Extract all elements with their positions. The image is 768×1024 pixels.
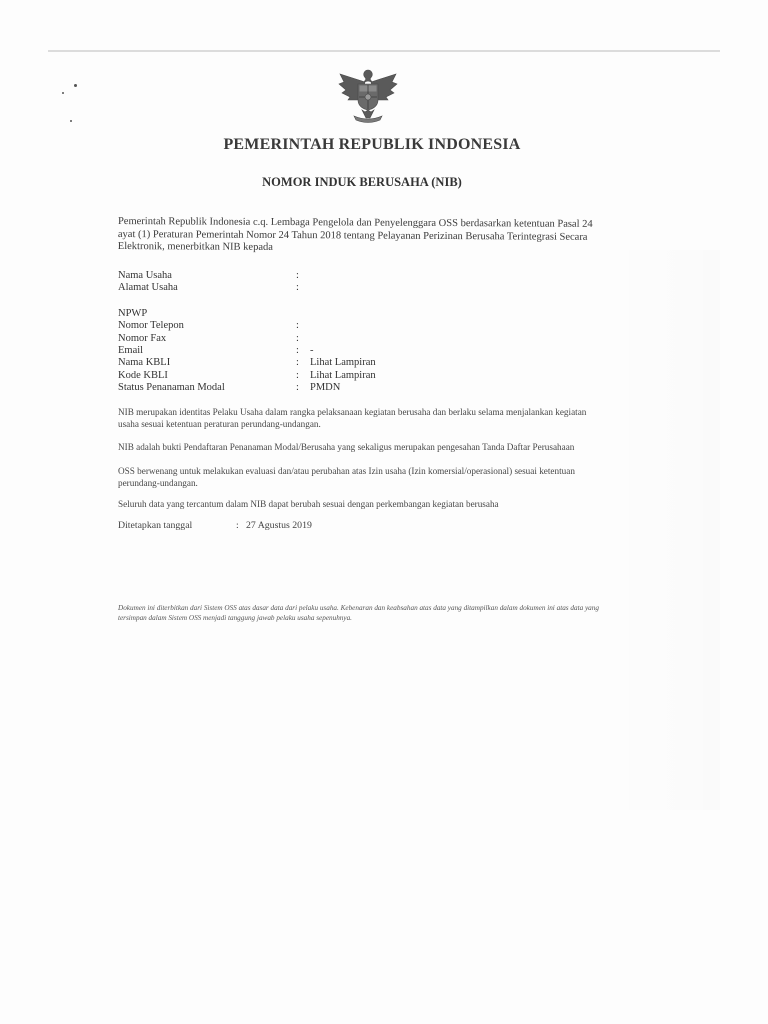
scan-speck: [70, 120, 72, 122]
field-colon: :: [296, 382, 299, 394]
field-value: [310, 270, 538, 282]
field-row-npwp: [118, 308, 538, 320]
document-title: NOMOR INDUK BERUSAHA (NIB): [262, 175, 462, 189]
scan-shade: [610, 250, 720, 810]
government-title: PEMERINTAH REPUBLIK INDONESIA: [223, 136, 521, 153]
field-value: [310, 320, 538, 332]
field-value: [310, 333, 538, 345]
field-value: -: [310, 344, 314, 356]
field-row-nomor-fax: [118, 333, 538, 345]
field-row-nama-usaha: [118, 270, 538, 282]
field-colon: :: [296, 344, 299, 356]
field-value: [310, 308, 538, 320]
scan-speck: [74, 84, 77, 87]
nib-identity-paragraph: NIB merupakan identitas Pelaku Usaha dalam rangka pelaksanaan kegiatan berusaha dan berlaku selama menjalankan kegiatan usaha sesuai ketentuan peraturan perundang-undangan.: [118, 407, 587, 429]
field-label: Nama KBLI: [118, 357, 171, 369]
scan-speck: [62, 92, 64, 94]
field-row-status-penanaman-modal: [118, 382, 538, 394]
nib-registration-paragraph: NIB adalah bukti Pendaftaran Penanaman Modal/Berusaha yang sekaligus merupakan pengesahan Tanda Daftar Perusahaan: [118, 442, 575, 452]
intro-paragraph: Pemerintah Republik Indonesia c.q. Lembaga Pengelola dan Penyelenggara OSS berdasarkan ketentuan Pasal 24 ayat (1) Peraturan Pemerintah Nomor 24 Tahun 2018 tentang Pelayanan Perizinan Berusaha Terintegrasi Secara Elektronik, menerbitkan NIB kepada: [117, 216, 593, 253]
scan-top-edge: [48, 50, 720, 52]
field-label: Nomor Telepon: [118, 320, 184, 332]
field-colon: :: [296, 357, 299, 369]
issued-colon: :: [236, 520, 239, 531]
issued-label: Ditetapkan tanggal: [118, 520, 193, 531]
issued-date: 27 Agustus 2019: [246, 520, 312, 531]
field-label: Nama Usaha: [118, 270, 172, 281]
field-value: [310, 282, 538, 294]
field-label: Status Penanaman Modal: [118, 382, 225, 394]
field-label: Alamat Usaha: [118, 282, 178, 294]
garuda-emblem-icon: [336, 64, 400, 128]
field-label: Email: [118, 344, 144, 356]
field-value: Lihat Lampiran: [310, 369, 376, 381]
field-row-alamat-usaha: [118, 282, 538, 294]
field-colon: :: [296, 369, 299, 381]
data-change-paragraph: Seluruh data yang tercantum dalam NIB dapat berubah sesuai dengan perkembangan kegiatan berusaha: [118, 499, 499, 509]
field-row-nama-kbli: [118, 357, 538, 369]
field-value: PMDN: [310, 382, 341, 394]
footnote-disclaimer: Dokumen ini diterbitkan dari Sistem OSS atas dasar data dari pelaku usaha. Kebenaran dan keabsahan atas data yang ditampilkan dalam dokumen ini atas data yang tersimpan dalam Sistem OSS menjadi tanggung jawab pelaku usaha sepenuhnya.: [118, 604, 599, 622]
field-row-nomor-telepon: [118, 320, 538, 332]
field-row-kode-kbli: [118, 370, 538, 382]
field-colon: :: [296, 332, 299, 344]
field-colon: [296, 308, 310, 320]
field-label: NPWP: [118, 307, 148, 319]
issued-date-row: [118, 520, 312, 531]
field-label: Nomor Fax: [118, 332, 167, 344]
field-spacer: [118, 295, 538, 308]
field-value: Lihat Lampiran: [310, 357, 376, 369]
business-fields: [118, 270, 538, 395]
field-colon: :: [296, 320, 299, 332]
field-colon: :: [296, 282, 299, 294]
oss-authority-paragraph: OSS berwenang untuk melakukan evaluasi dan/atau perubahan atas Izin usaha (Izin komersial/operasional) sesuai ketentuan perundang-undangan.: [118, 466, 575, 488]
field-label: Kode KBLI: [118, 369, 168, 381]
field-row-email: [118, 345, 538, 357]
field-colon: :: [296, 270, 299, 281]
